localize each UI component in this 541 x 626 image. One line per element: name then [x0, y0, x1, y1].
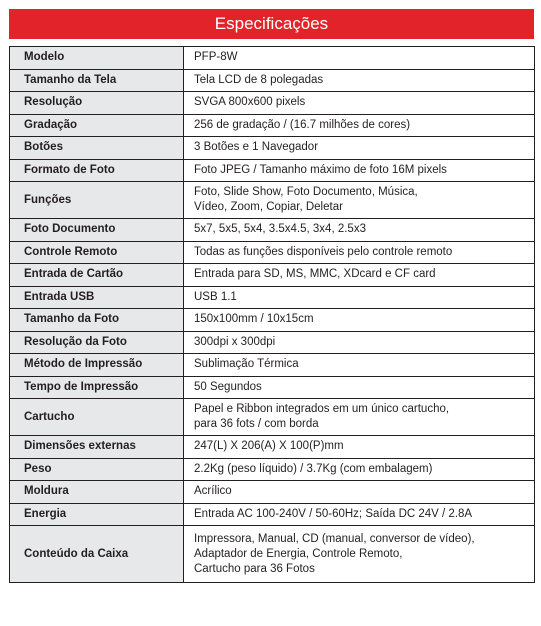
spec-label: Tamanho da Tela [10, 69, 184, 92]
spec-label: Tamanho da Foto [10, 309, 184, 332]
spec-value: 300dpi x 300dpi [184, 331, 535, 354]
spec-value: Acrílico [184, 481, 535, 504]
spec-value-line: Cartucho para 36 Fotos [194, 562, 315, 575]
spec-row-tempo-de-impressao [10, 376, 535, 399]
spec-row-metodo-de-impressao [10, 354, 535, 377]
spec-row-entrada-de-cartao [10, 264, 535, 287]
specifications-header [9, 9, 534, 39]
spec-label: Conteúdo da Caixa [10, 526, 184, 583]
spec-value: Entrada para SD, MS, MMC, XDcard e CF card [184, 264, 535, 287]
spec-label: Foto Documento [10, 219, 184, 242]
spec-value: PFP-8W [184, 47, 535, 70]
spec-label: Peso [10, 458, 184, 481]
spec-row-tamanho-da-foto [10, 309, 535, 332]
spec-row-modelo [10, 47, 535, 70]
spec-label: Resolução da Foto [10, 331, 184, 354]
spec-value: 256 de gradação / (16.7 milhões de cores) [184, 114, 535, 137]
spec-row-peso [10, 458, 535, 481]
spec-row-moldura [10, 481, 535, 504]
spec-label: Funções [10, 182, 184, 219]
specifications-title: Especificações [214, 14, 329, 33]
spec-label: Método de Impressão [10, 354, 184, 377]
spec-label: Cartucho [10, 399, 184, 436]
spec-label: Gradação [10, 114, 184, 137]
spec-label: Entrada de Cartão [10, 264, 184, 287]
spec-row-energia [10, 503, 535, 526]
spec-row-resolucao [10, 92, 535, 115]
spec-value-line: Foto, Slide Show, Foto Documento, Música, [194, 186, 418, 198]
spec-label: Tempo de Impressão [10, 376, 184, 399]
spec-row-formato-de-foto [10, 159, 535, 182]
spec-value: Todas as funções disponíveis pelo controle remoto [184, 241, 535, 264]
spec-value [184, 526, 535, 583]
specifications-table [9, 46, 535, 583]
spec-label: Controle Remoto [10, 241, 184, 264]
spec-value [184, 399, 535, 436]
spec-label: Moldura [10, 481, 184, 504]
spec-label: Modelo [10, 47, 184, 70]
spec-row-resolucao-da-foto [10, 331, 535, 354]
spec-value: Sublimação Térmica [184, 354, 535, 377]
spec-value: 150x100mm / 10x15cm [184, 309, 535, 332]
spec-row-dimensoes-externas [10, 436, 535, 459]
spec-row-funcoes [10, 182, 535, 219]
spec-row-controle-remoto [10, 241, 535, 264]
spec-row-entrada-usb [10, 286, 535, 309]
spec-row-tamanho-da-tela [10, 69, 535, 92]
spec-value: 5x7, 5x5, 5x4, 3.5x4.5, 3x4, 2.5x3 [184, 219, 535, 242]
spec-label: Entrada USB [10, 286, 184, 309]
spec-row-gradacao [10, 114, 535, 137]
spec-value-line: Adaptador de Energia, Controle Remoto, [194, 547, 403, 560]
spec-value: 2.2Kg (peso líquido) / 3.7Kg (com embalagem) [184, 458, 535, 481]
spec-label: Formato de Foto [10, 159, 184, 182]
spec-label: Energia [10, 503, 184, 526]
spec-label: Dimensões externas [10, 436, 184, 459]
spec-value [184, 182, 535, 219]
spec-value: Tela LCD de 8 polegadas [184, 69, 535, 92]
spec-value: Entrada AC 100-240V / 50-60Hz; Saída DC 24V / 2.8A [184, 503, 535, 526]
spec-label: Resolução [10, 92, 184, 115]
spec-row-foto-documento [10, 219, 535, 242]
spec-value: 3 Botões e 1 Navegador [184, 137, 535, 160]
spec-row-conteudo-da-caixa [10, 526, 535, 583]
spec-value-line: Vídeo, Zoom, Copiar, Deletar [194, 201, 343, 213]
spec-value: 50 Segundos [184, 376, 535, 399]
spec-value-line: Papel e Ribbon integrados em um único cartucho, [194, 403, 450, 415]
spec-value-line: para 36 fots / com borda [194, 418, 319, 430]
spec-row-botoes [10, 137, 535, 160]
spec-value: USB 1.1 [184, 286, 535, 309]
spec-value: SVGA 800x600 pixels [184, 92, 535, 115]
spec-row-cartucho [10, 399, 535, 436]
spec-value-line: Impressora, Manual, CD (manual, conversor de vídeo), [194, 532, 475, 545]
spec-value: 247(L) X 206(A) X 100(P)mm [184, 436, 535, 459]
spec-value: Foto JPEG / Tamanho máximo de foto 16M pixels [184, 159, 535, 182]
spec-label: Botões [10, 137, 184, 160]
